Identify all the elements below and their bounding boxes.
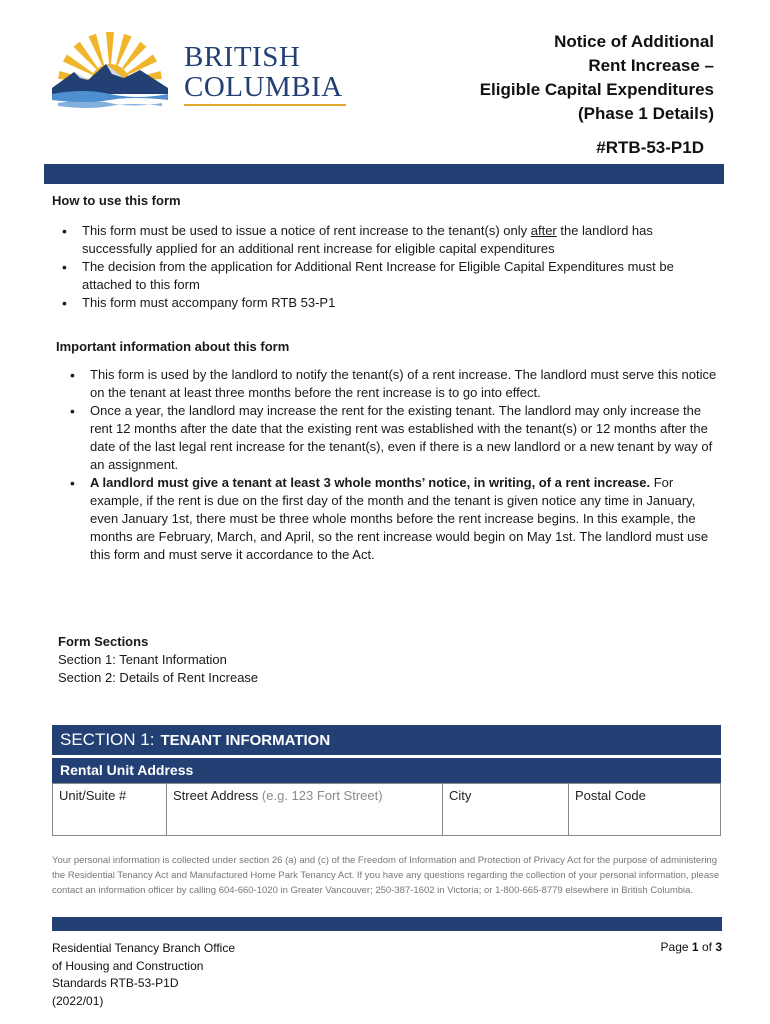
wordmark-rule xyxy=(184,104,346,106)
form-section-link: Section 1: Tenant Information xyxy=(58,652,227,667)
page-number: Page 1 of 3 xyxy=(660,940,722,954)
city-field[interactable]: City xyxy=(443,784,569,835)
bc-wordmark xyxy=(184,42,343,102)
list-item: • The decision from the application for Additional Rent Increase for Eligible Capital Expenditures must be attached to this form xyxy=(52,258,724,294)
rental-address-fields xyxy=(52,783,721,836)
bc-sun-mountain-icon xyxy=(44,30,174,110)
title-line: (Phase 1 Details) xyxy=(577,104,714,123)
list-item: • This form is used by the landlord to notify the tenant(s) of a rent increase. The landlord must serve this notice on the tenant at least three months before the rent increase is to go into effect. xyxy=(52,366,724,402)
form-number: #RTB-53-P1D xyxy=(596,138,704,157)
form-sections-heading: Form Sections xyxy=(58,634,149,649)
rental-unit-address-header: Rental Unit Address xyxy=(52,758,721,783)
wordmark-line2: COLUMBIA xyxy=(184,71,343,103)
footer-info: Residential Tenancy Branch Office of Housing and Construction Standards RTB-53-P1D (2022/01) xyxy=(52,941,235,1008)
title-line: Rent Increase – xyxy=(588,56,714,75)
list-item: • A landlord must give a tenant at least 3 whole months’ notice, in writing, of a rent increase. For example, if the rent is due on the first day of the month and the tenant is given notice any time in January, even January 1st, there must be three whole months before the rent increase begins. In this example, the months are February, March, and April, so the rent increase would begin on May 1st. The landlord must use this form and must serve it accordance to the Act. xyxy=(52,474,724,564)
privacy-notice: Your personal information is collected under section 26 (a) and (c) of the Freedom of Information and Protection of Privacy Act for the purpose of administering the Residential Tenancy Act and Manufactured Home Park Tenancy Act. If you have any questions regarding the collection of your personal information, please contact an information officer by calling 604-660-1020 in Greater Vancouver; 250-387-1602 in Victoria; or 1-800-665-8779 elsewhere in British Columbia. xyxy=(52,855,720,896)
list-item: • This form must accompany form RTB 53-P1 xyxy=(52,294,724,312)
how-to-heading: How to use this form xyxy=(52,193,181,208)
wordmark-line1: BRITISH xyxy=(184,41,301,73)
form-title xyxy=(480,30,714,126)
form-section-link: Section 2: Details of Rent Increase xyxy=(58,670,259,685)
header-divider-bar xyxy=(44,164,724,184)
postal-code-field[interactable]: Postal Code xyxy=(575,788,646,803)
important-heading: Important information about this form xyxy=(56,339,290,354)
section1-header: SECTION 1: TENANT INFORMATION xyxy=(52,725,721,755)
street-address-field[interactable]: Street Address (e.g. 123 Fort Street) xyxy=(167,784,443,835)
title-line: Notice of Additional xyxy=(554,32,714,51)
footer-divider-bar xyxy=(52,917,722,931)
title-line: Eligible Capital Expenditures xyxy=(479,80,714,99)
form-sections xyxy=(58,633,258,687)
unit-suite-field[interactable]: Unit/Suite # xyxy=(53,784,167,835)
bc-logo xyxy=(44,30,343,110)
list-item: • Once a year, the landlord may increase the rent for the existing tenant. The landlord may only increase the rent 12 months after the date that the existing rent was established with the tenant(s) or 12 months after the date of the last legal rent increase for the tenant(s), even if there is a new landlord or a new tenant by way of an assignment. xyxy=(52,402,724,474)
how-to-section xyxy=(52,192,724,312)
important-info-section xyxy=(52,338,724,564)
list-item: • This form must be used to issue a notice of rent increase to the tenant(s) only after the landlord has successfully applied for an additional rent increase for eligible capital expenditures xyxy=(52,222,724,258)
